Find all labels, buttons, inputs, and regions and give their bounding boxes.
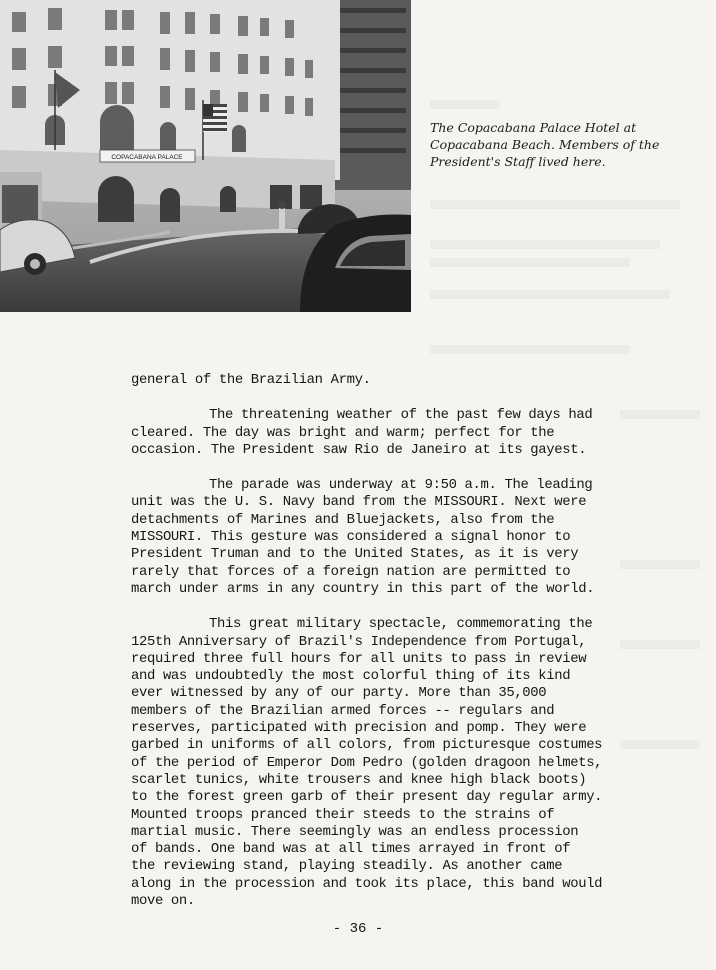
text-line: the reviewing stand, playing steadily. As another came (131, 858, 563, 875)
caption-line: Copacabana Beach. Members of the (430, 137, 660, 152)
text-line: President Truman and to the United States, as it is very (131, 546, 579, 563)
hotel-sign-text: COPACABANA PALACE (111, 154, 183, 161)
text-line: of bands. One band was at all times arrayed in front of (131, 841, 571, 858)
paragraph (131, 616, 611, 910)
text-line: martial music. There seemingly was an endless procession (131, 823, 579, 840)
caption-line: President's Staff lived here. (430, 154, 606, 169)
text-line: The parade was underway at 9:50 a.m. The leading (209, 477, 593, 494)
text-line: unit was the U. S. Navy band from the MISSOURI. Next were (131, 494, 587, 511)
text-line: move on. (131, 893, 195, 910)
paragraph (131, 477, 611, 598)
text-line: ever witnessed by any of our party. More than 35,000 (131, 685, 547, 702)
text-line: cleared. The day was bright and warm; perfect for the (131, 424, 555, 441)
text-line: rarely that forces of a foreign nation are permitted to (131, 563, 571, 580)
text-line: general of the Brazilian Army. (131, 372, 371, 388)
text-line: along in the procession and took its place, this band would (131, 875, 603, 892)
text-line: members of the Brazilian armed forces -- regulars and (131, 702, 555, 719)
paragraph (131, 407, 611, 459)
text-line: This great military spectacle, commemorating the (209, 616, 593, 633)
text-line: to the forest green garb of their present day regular army. (131, 789, 603, 806)
text-line: MISSOURI. This gesture was considered a signal honor to (131, 529, 571, 546)
text-line: of the period of Emperor Dom Pedro (golden dragoon helmets, (131, 754, 603, 771)
text-line: required three full hours for all units to pass in review (131, 650, 587, 667)
text-line: The threatening weather of the past few days had (209, 407, 593, 424)
hotel-photo (0, 0, 411, 312)
text-line: occasion. The President saw Rio de Janeiro at its gayest. (131, 441, 587, 458)
text-line: and was undoubtedly the most colorful thing of its kind (131, 668, 571, 685)
page-number: - 36 - (332, 921, 384, 937)
body-text (131, 372, 611, 910)
text-line: 125th Anniversary of Brazil's Independence from Portugal, (131, 633, 587, 650)
caption-line: The Copacabana Palace Hotel at (430, 120, 637, 135)
copacabana-palace-hotel-image (0, 0, 411, 312)
paragraph (131, 372, 611, 389)
photo-caption (430, 119, 682, 170)
text-line: scarlet tunics, white trousers and knee high black boots) (131, 771, 587, 788)
text-line: detachments of Marines and Bluejackets, also from the (131, 511, 555, 528)
text-line: march under arms in any country in this part of the world. (131, 580, 595, 597)
text-line: reserves, participated with precision and pomp. They were (131, 720, 587, 737)
text-line: garbed in uniforms of all colors, from picturesque costumes (131, 737, 603, 754)
text-line: Mounted troops pranced their steeds to the strains of (131, 806, 555, 823)
